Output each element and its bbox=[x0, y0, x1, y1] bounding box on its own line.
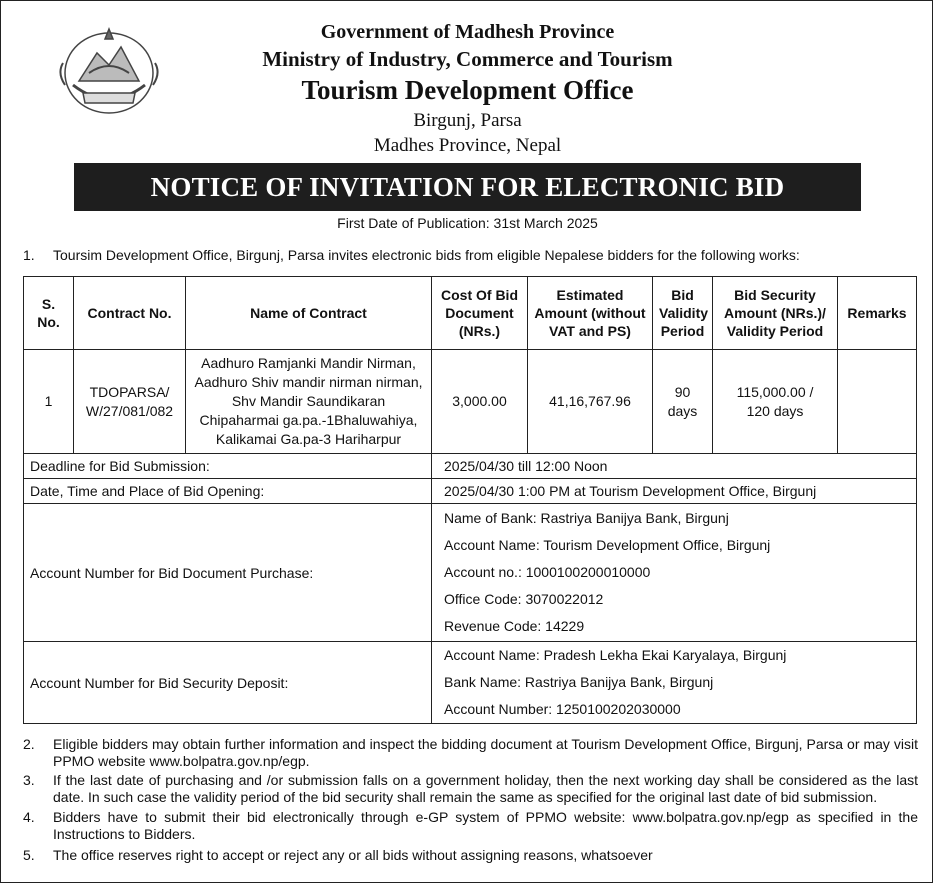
point-text: Eligible bidders may obtain further information and inspect the bidding document at Tourism Development Office, Birgunj, Parsa or may visit PPMO website www.bolpatra.gov.np/egp. bbox=[53, 736, 918, 769]
column-header: S. No. bbox=[24, 277, 74, 350]
point-text: Toursim Development Office, Birgunj, Parsa invites electronic bids from eligible Nepalese bidders for the following works: bbox=[53, 247, 800, 263]
cell-contract-no: TDOPARSA/ W/27/081/082 bbox=[74, 350, 186, 454]
purchase-label: Account Number for Bid Document Purchase: bbox=[24, 504, 432, 642]
purchase-line: Office Code: 3070022012 bbox=[444, 591, 604, 607]
purchase-line: Account Name: Tourism Development Office, Birgunj bbox=[444, 537, 771, 553]
point-4 bbox=[23, 809, 918, 843]
office-city: Birgunj, Parsa bbox=[413, 110, 522, 131]
column-header: Bid Security Amount (NRs.)/ Validity Period bbox=[713, 277, 838, 350]
cell-validity: 90 days bbox=[653, 350, 713, 454]
cell-security: 115,000.00 / 120 days bbox=[713, 350, 838, 454]
opening-label: Date, Time and Place of Bid Opening: bbox=[24, 479, 432, 504]
column-header: Bid Validity Period bbox=[653, 277, 713, 350]
opening-value: 2025/04/30 1:00 PM at Tourism Development Office, Birgunj bbox=[432, 479, 917, 504]
ministry-name: Ministry of Industry, Commerce and Tourism bbox=[262, 47, 673, 71]
purchase-line: Revenue Code: 14229 bbox=[444, 618, 585, 634]
purchase-details bbox=[432, 504, 917, 642]
security-details bbox=[432, 642, 917, 724]
security-line: Bank Name: Rastriya Banijya Bank, Birgunj bbox=[444, 674, 714, 690]
security-line: Account Number: 1250100202030000 bbox=[444, 701, 681, 717]
column-header: Estimated Amount (without VAT and PS) bbox=[528, 277, 653, 350]
point-3 bbox=[23, 772, 918, 806]
point-5 bbox=[23, 847, 918, 864]
deadline-row bbox=[24, 454, 917, 479]
point-number: 1. bbox=[23, 247, 35, 263]
column-header: Remarks bbox=[838, 277, 917, 350]
point-text: Bidders have to submit their bid electronically through e-GP system of PPMO website: www.bolpatra.gov.np/egp as specified in the Instructions to Bidders. bbox=[53, 809, 918, 842]
point-number: 2. bbox=[23, 736, 35, 752]
deadline-label: Deadline for Bid Submission: bbox=[24, 454, 432, 479]
table-row bbox=[24, 350, 917, 454]
notice-title: NOTICE OF INVITATION FOR ELECTRONIC BID bbox=[74, 163, 861, 211]
column-header: Cost Of Bid Document (NRs.) bbox=[432, 277, 528, 350]
table-header-row bbox=[24, 277, 917, 350]
cell-contract-name: Aadhuro Ramjanki Mandir Nirman, Aadhuro Shiv mandir nirman nirman, Shv Mandir Saundikaran Chipaharmai ga.pa.-1Bhaluwahiya, Kalikamai Ga.pa-3 Hariharpur bbox=[186, 350, 432, 454]
cell-remarks bbox=[838, 350, 917, 454]
column-header: Name of Contract bbox=[186, 277, 432, 350]
cell-estimate: 41,16,767.96 bbox=[528, 350, 653, 454]
point-text: The office reserves right to accept or reject any or all bids without assigning reasons, whatsoever bbox=[53, 847, 653, 863]
bid-table bbox=[23, 276, 917, 724]
point-number: 5. bbox=[23, 847, 35, 863]
opening-row bbox=[24, 479, 917, 504]
purchase-account-row bbox=[24, 504, 917, 642]
point-2 bbox=[23, 736, 918, 770]
point-number: 4. bbox=[23, 809, 35, 825]
deadline-value: 2025/04/30 till 12:00 Noon bbox=[432, 454, 917, 479]
column-header: Contract No. bbox=[74, 277, 186, 350]
publication-date: First Date of Publication: 31st March 2025 bbox=[337, 215, 598, 231]
office-name: Tourism Development Office bbox=[301, 75, 634, 105]
point-number: 3. bbox=[23, 772, 35, 788]
purchase-line: Account no.: 1000100200010000 bbox=[444, 564, 651, 580]
security-label: Account Number for Bid Security Deposit: bbox=[24, 642, 432, 724]
cell-cost: 3,000.00 bbox=[432, 350, 528, 454]
security-line: Account Name: Pradesh Lekha Ekai Karyalaya, Birgunj bbox=[444, 647, 787, 663]
point-text: If the last date of purchasing and /or submission falls on a government holiday, then the next working day shall be considered as the last date. In such case the validity period of the bid security shall remain the same as specified for the original last date of bid submission. bbox=[53, 772, 918, 805]
government-name: Government of Madhesh Province bbox=[320, 21, 615, 43]
cell-sno: 1 bbox=[24, 350, 74, 454]
purchase-line: Name of Bank: Rastriya Banijya Bank, Birgunj bbox=[444, 510, 729, 526]
office-province: Madhes Province, Nepal bbox=[373, 135, 562, 156]
security-account-row bbox=[24, 642, 917, 724]
point-1 bbox=[23, 247, 918, 264]
